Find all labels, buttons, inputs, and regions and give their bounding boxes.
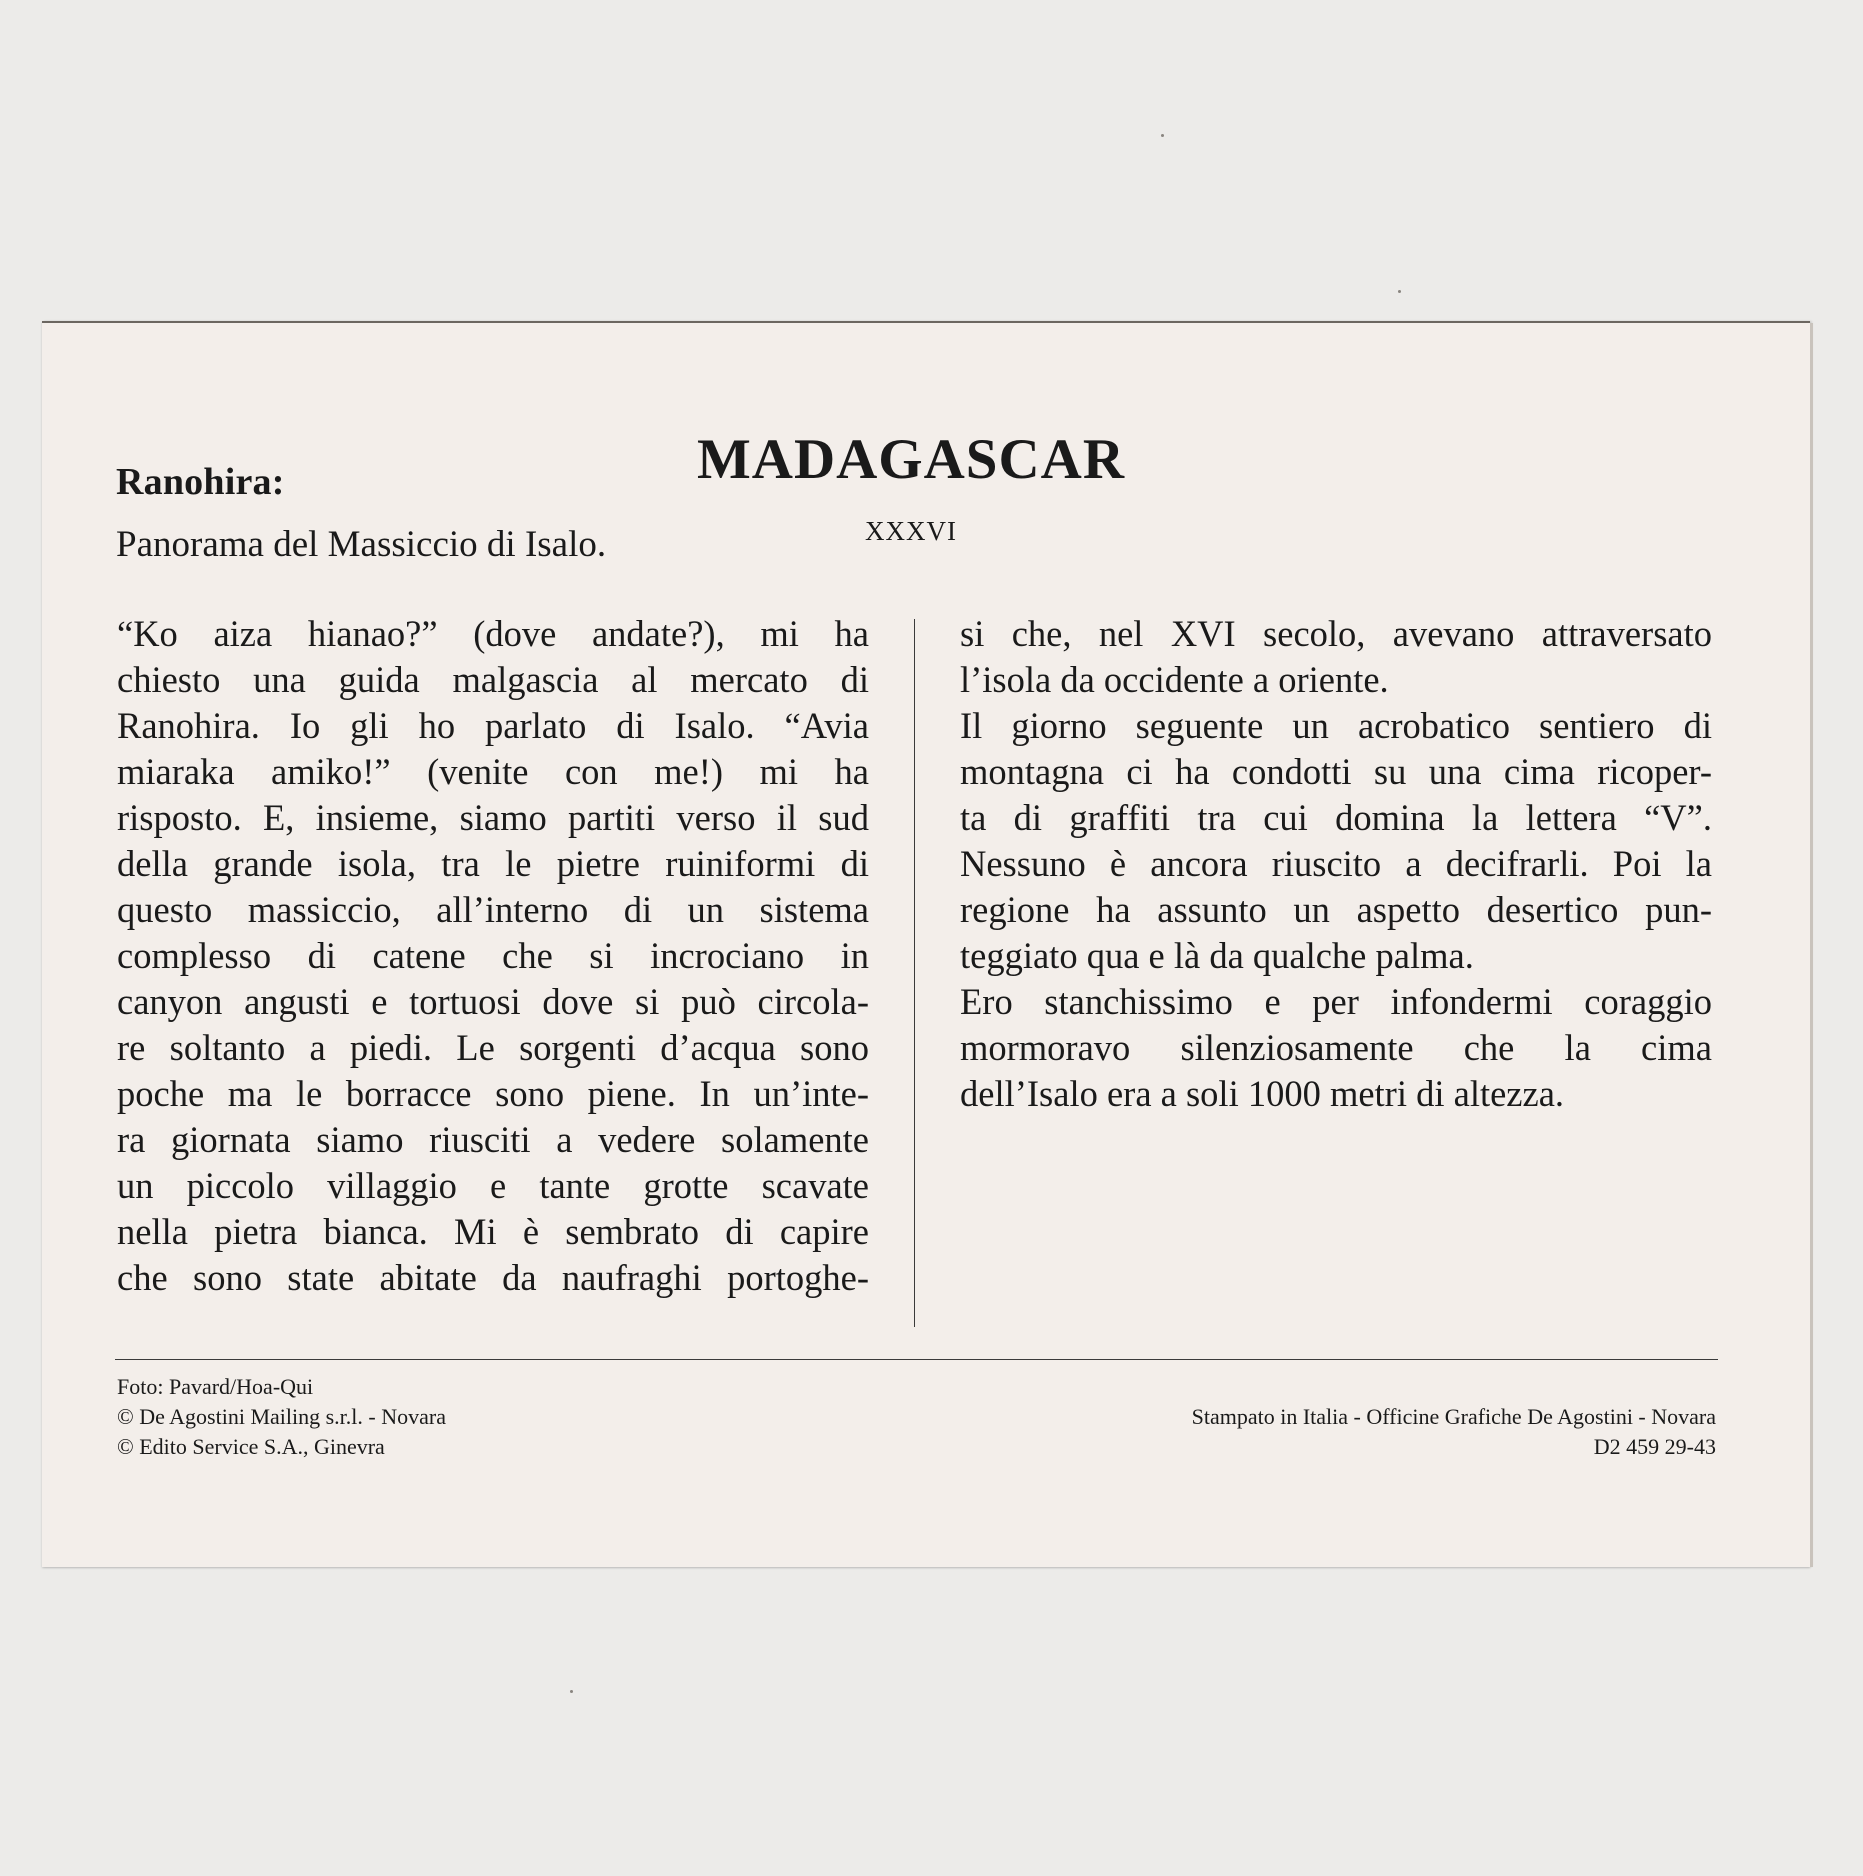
card-number: XXXVI xyxy=(865,516,957,546)
text-line: nella pietra bianca. Mi è sembrato di capire xyxy=(117,1211,869,1252)
postcard-back xyxy=(42,321,1810,1567)
printer-line: Stampato in Italia - Officine Grafiche De Agostini - Novara xyxy=(1191,1404,1716,1429)
text-line: montagna ci ha condotti su una cima ricoper- xyxy=(960,751,1712,792)
right-text-column xyxy=(960,611,1712,1117)
text-line: teggiato qua e là da qualche palma. xyxy=(960,935,1474,976)
location-heading: Ranohira: xyxy=(116,461,285,503)
credit-line: © De Agostini Mailing s.r.l. - Novara xyxy=(117,1404,446,1429)
text-line: “Ko aiza hianao?” (dove andate?), mi ha xyxy=(117,613,869,654)
text-line: Nessuno è ancora riuscito a decifrarli. Poi la xyxy=(960,843,1712,884)
text-line: l’isola da occidente a oriente. xyxy=(960,659,1389,700)
text-line: che sono state abitate da naufraghi portoghe- xyxy=(117,1257,869,1298)
dust-speck xyxy=(1161,134,1164,137)
text-line: dell’Isalo era a soli 1000 metri di altezza. xyxy=(960,1073,1565,1114)
text-line: risposto. E, insieme, siamo partiti verso il sud xyxy=(117,797,869,838)
text-line: miaraka amiko!” (venite con me!) mi ha xyxy=(117,751,869,792)
text-line: re soltanto a piedi. Le sorgenti d’acqua sono xyxy=(117,1027,869,1068)
text-line: Ranohira. Io gli ho parlato di Isalo. “Avia xyxy=(117,705,869,746)
text-line: questo massiccio, all’interno di un sistema xyxy=(117,889,869,930)
text-line: regione ha assunto un aspetto desertico pun- xyxy=(960,889,1712,930)
text-line: Ero stanchissimo e per infondermi coraggio xyxy=(960,981,1712,1022)
text-line: canyon angusti e tortuosi dove si può circola- xyxy=(117,981,869,1022)
product-code: D2 459 29-43 xyxy=(1593,1434,1716,1459)
printer-info xyxy=(1192,1402,1716,1462)
credit-line: © Edito Service S.A., Ginevra xyxy=(117,1434,385,1459)
photo-credits xyxy=(117,1372,446,1462)
column-divider xyxy=(914,619,915,1327)
text-line: ta di graffiti tra cui domina la lettera “V”. xyxy=(960,797,1712,838)
dust-speck xyxy=(1398,290,1401,293)
text-line: si che, nel XVI secolo, avevano attraversato xyxy=(960,613,1712,654)
text-line: della grande isola, tra le pietre ruiniformi di xyxy=(117,843,869,884)
text-line: mormoravo silenziosamente che la cima xyxy=(960,1027,1712,1068)
left-text-column xyxy=(117,611,869,1301)
footer-rule xyxy=(115,1359,1718,1360)
text-line: Il giorno seguente un acrobatico sentiero di xyxy=(960,705,1712,746)
card-title: MADAGASCAR xyxy=(697,428,1125,491)
card-edge xyxy=(1810,323,1813,1567)
dust-speck xyxy=(570,1690,573,1693)
text-line: complesso di catene che si incrociano in xyxy=(117,935,869,976)
text-line: ra giornata siamo riusciti a vedere solamente xyxy=(117,1119,869,1160)
location-subheading: Panorama del Massiccio di Isalo. xyxy=(116,524,607,565)
text-line: chiesto una guida malgascia al mercato di xyxy=(117,659,869,700)
text-line: poche ma le borracce sono piene. In un’inte- xyxy=(117,1073,869,1114)
text-line: un piccolo villaggio e tante grotte scavate xyxy=(117,1165,869,1206)
credit-line: Foto: Pavard/Hoa-Qui xyxy=(117,1374,314,1399)
